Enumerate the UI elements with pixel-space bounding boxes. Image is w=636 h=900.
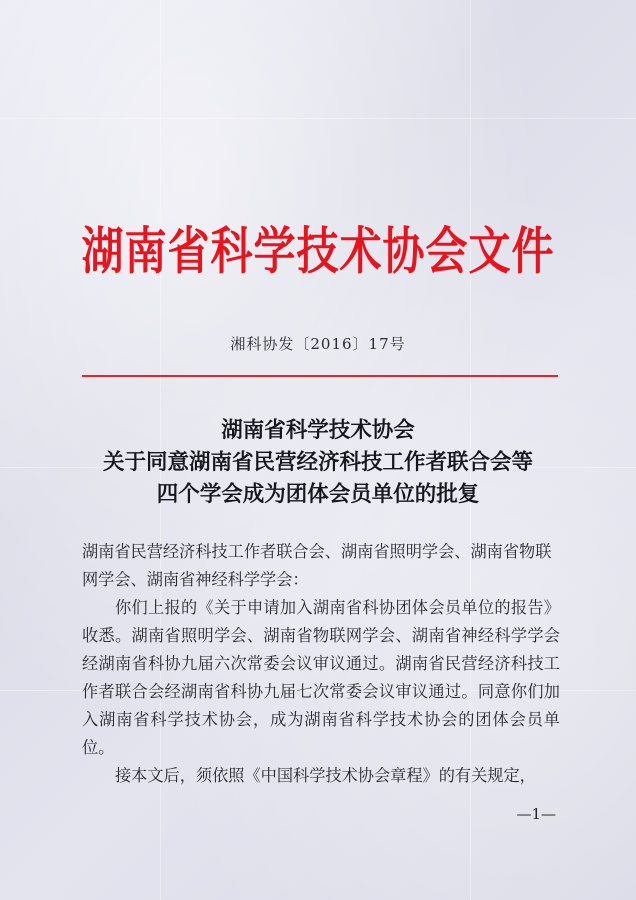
document-title: [0, 415, 636, 511]
body-paragraph: 你们上报的《关于申请加入湖南省科协团体会员单位的报告》收悉。湖南省照明学会、湖南省物联网学会、湖南省神经科学学会经湖南省科协九届六次常委会议审议通过。湖南省民营经济科技工作者联合会经湖南省科协九届七次常委会议审议通过。同意你们加入湖南省科学技术协会，成为湖南省科学技术协会的团体会员单位。: [82, 598, 560, 757]
addressee: 湖南省民营经济科技工作者联合会、湖南省照明学会、湖南省物联网学会、湖南省神经科学学会：: [82, 542, 552, 589]
red-divider-line: [82, 375, 558, 377]
document-number: 湘科协发〔2016〕17号: [230, 335, 406, 353]
title-line: 四个学会成为团体会员单位的批复: [156, 482, 480, 507]
page-number: —1—: [516, 805, 556, 823]
document-header: 湖南省科学技术协会文件: [81, 221, 555, 281]
body-paragraph: 接本文后，须依照《中国科学技术协会章程》的有关规定，: [115, 766, 536, 785]
document-body: [82, 594, 560, 790]
paper-crease: [0, 118, 636, 119]
title-line: 关于同意湖南省民营经济科技工作者联合会等: [102, 450, 533, 475]
title-line: 湖南省科学技术协会: [221, 418, 415, 443]
